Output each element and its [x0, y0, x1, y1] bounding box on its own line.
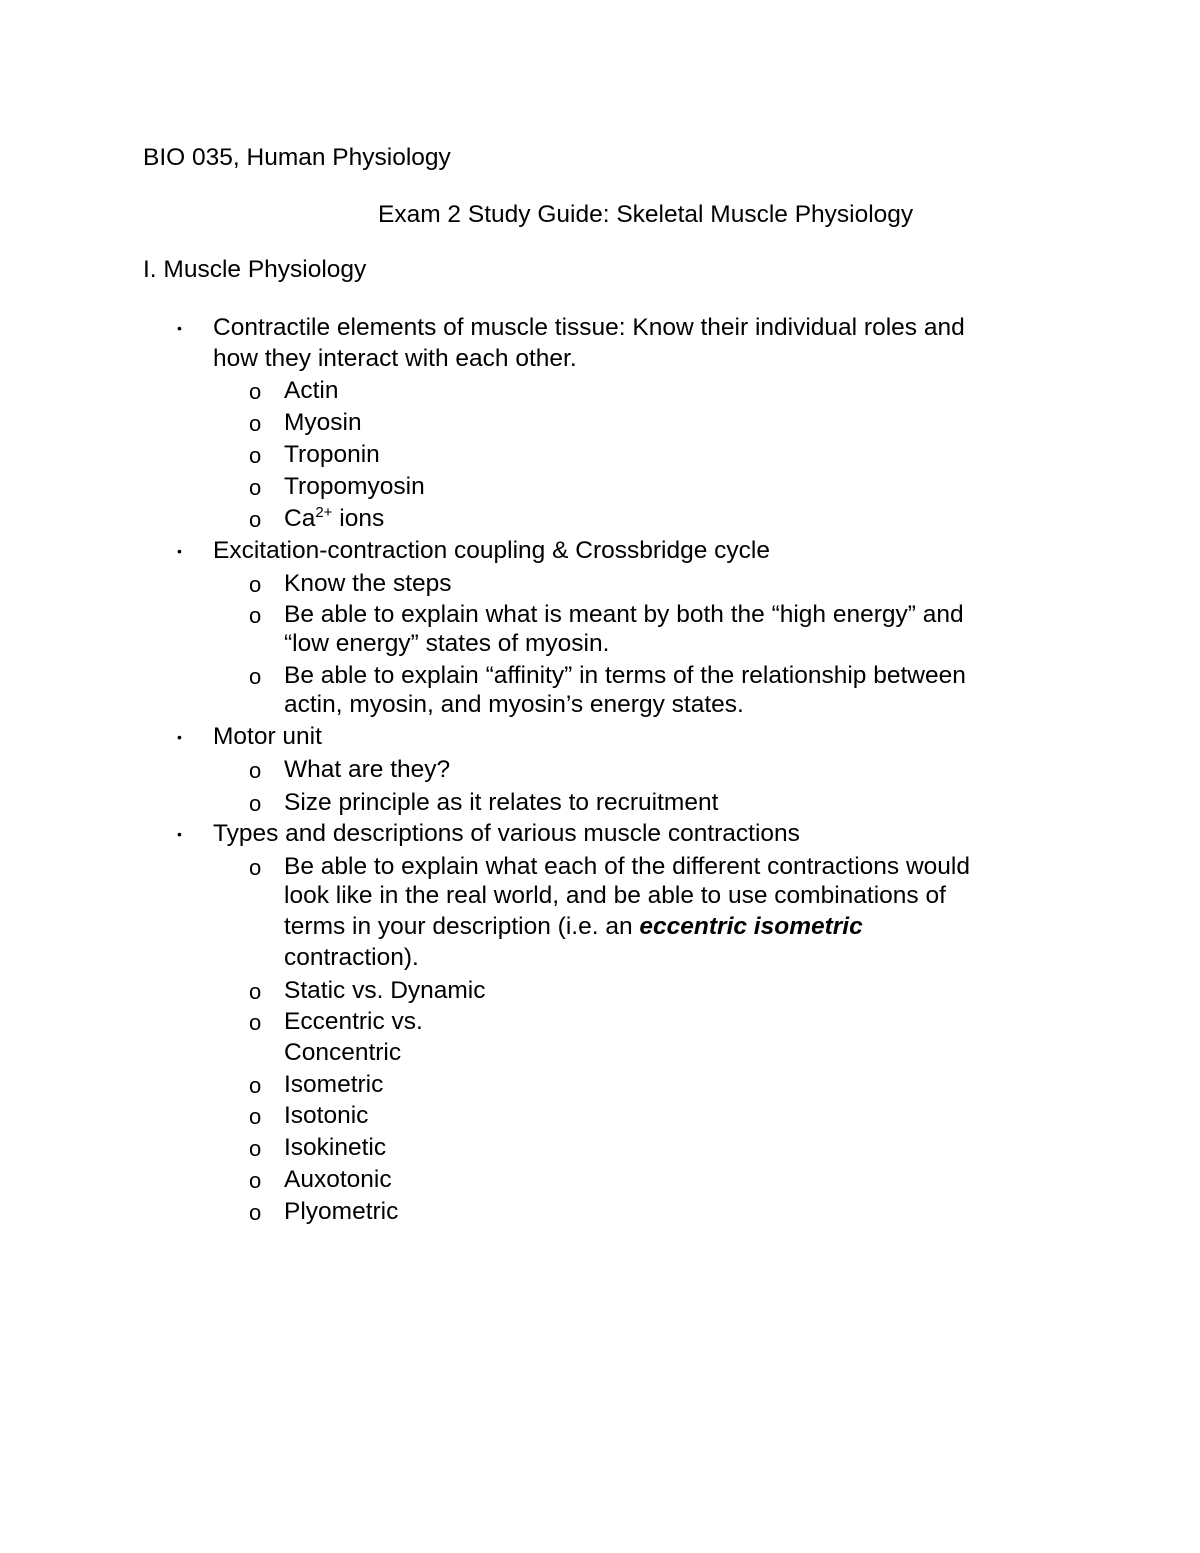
list-item-plyometric: Plyometric: [284, 1198, 399, 1225]
list-item-auxotonic: Auxotonic: [284, 1166, 392, 1193]
description-line-3: [284, 912, 863, 942]
list-item-isokinetic: Isokinetic: [284, 1134, 387, 1161]
calcium-suffix: ions: [332, 505, 385, 532]
list-item-static-dynamic: Static vs. Dynamic: [284, 977, 486, 1004]
sub-bullet-icon: o: [249, 1104, 262, 1129]
list-item-myosin: Myosin: [284, 409, 362, 436]
list-item-eccentric-line-1: Eccentric vs.: [284, 1008, 423, 1035]
sub-bullet-icon: o: [249, 443, 262, 468]
list-item-size-principle: Size principle as it relates to recruitment: [284, 789, 719, 816]
bullet-icon: •: [177, 320, 182, 336]
sub-bullet-icon: o: [249, 507, 262, 532]
list-item-actin: Actin: [284, 377, 339, 404]
sub-bullet-icon: o: [249, 1073, 262, 1098]
description-line-3-text: terms in your description (i.e. an: [284, 913, 640, 940]
item-2-line-1: Excitation-contraction coupling & Crossbridge cycle: [213, 537, 770, 564]
item-3-line-1: Motor unit: [213, 723, 322, 750]
sub-bullet-icon: o: [249, 758, 262, 783]
calcium-symbol: Ca: [284, 505, 316, 532]
item-1-line-1: Contractile elements of muscle tissue: Know their individual roles and: [213, 314, 965, 341]
sub-bullet-icon: o: [249, 791, 262, 816]
bullet-icon: •: [177, 543, 182, 559]
calcium-charge: 2+: [315, 504, 333, 521]
sub-bullet-icon: o: [249, 1136, 262, 1161]
list-item-what-are-they: What are they?: [284, 756, 451, 783]
list-item-calcium-ions: [284, 504, 384, 534]
sub-bullet-icon: o: [249, 979, 262, 1004]
sub-bullet-icon: o: [249, 1010, 262, 1035]
list-item-isotonic: Isotonic: [284, 1102, 369, 1129]
sub-bullet-icon: o: [249, 603, 262, 628]
section-heading: I. Muscle Physiology: [143, 256, 367, 283]
course-title: BIO 035, Human Physiology: [143, 144, 451, 171]
list-item-energy-states-line-2: “low energy” states of myosin.: [284, 630, 610, 657]
sub-bullet-icon: o: [249, 411, 262, 436]
sub-bullet-icon: o: [249, 855, 262, 880]
bullet-icon: •: [177, 826, 182, 842]
emphasis-eccentric-isometric: eccentric isometric: [639, 913, 863, 940]
description-line-1: Be able to explain what each of the different contractions would: [284, 853, 970, 880]
list-item-know-steps: Know the steps: [284, 570, 452, 597]
sub-bullet-icon: o: [249, 664, 262, 689]
sub-bullet-icon: o: [249, 475, 262, 500]
description-line-2: look like in the real world, and be able to use combinations of: [284, 882, 946, 909]
sub-bullet-icon: o: [249, 572, 262, 597]
list-item-affinity-line-2: actin, myosin, and myosin’s energy states.: [284, 691, 744, 718]
list-item-affinity-line-1: Be able to explain “affinity” in terms of the relationship between: [284, 662, 966, 689]
description-line-4: contraction).: [284, 944, 419, 971]
list-item-energy-states-line-1: Be able to explain what is meant by both the “high energy” and: [284, 601, 964, 628]
item-1-line-2: how they interact with each other.: [213, 345, 577, 372]
document-title: Exam 2 Study Guide: Skeletal Muscle Physiology: [378, 201, 914, 228]
list-item-tropomyosin: Tropomyosin: [284, 473, 425, 500]
bullet-icon: •: [177, 729, 182, 745]
sub-bullet-icon: o: [249, 1168, 262, 1193]
sub-bullet-icon: o: [249, 379, 262, 404]
list-item-eccentric-line-2: Concentric: [284, 1039, 402, 1066]
sub-bullet-icon: o: [249, 1200, 262, 1225]
list-item-troponin: Troponin: [284, 441, 380, 468]
list-item-isometric: Isometric: [284, 1071, 384, 1098]
item-4-line-1: Types and descriptions of various muscle contractions: [213, 820, 800, 847]
